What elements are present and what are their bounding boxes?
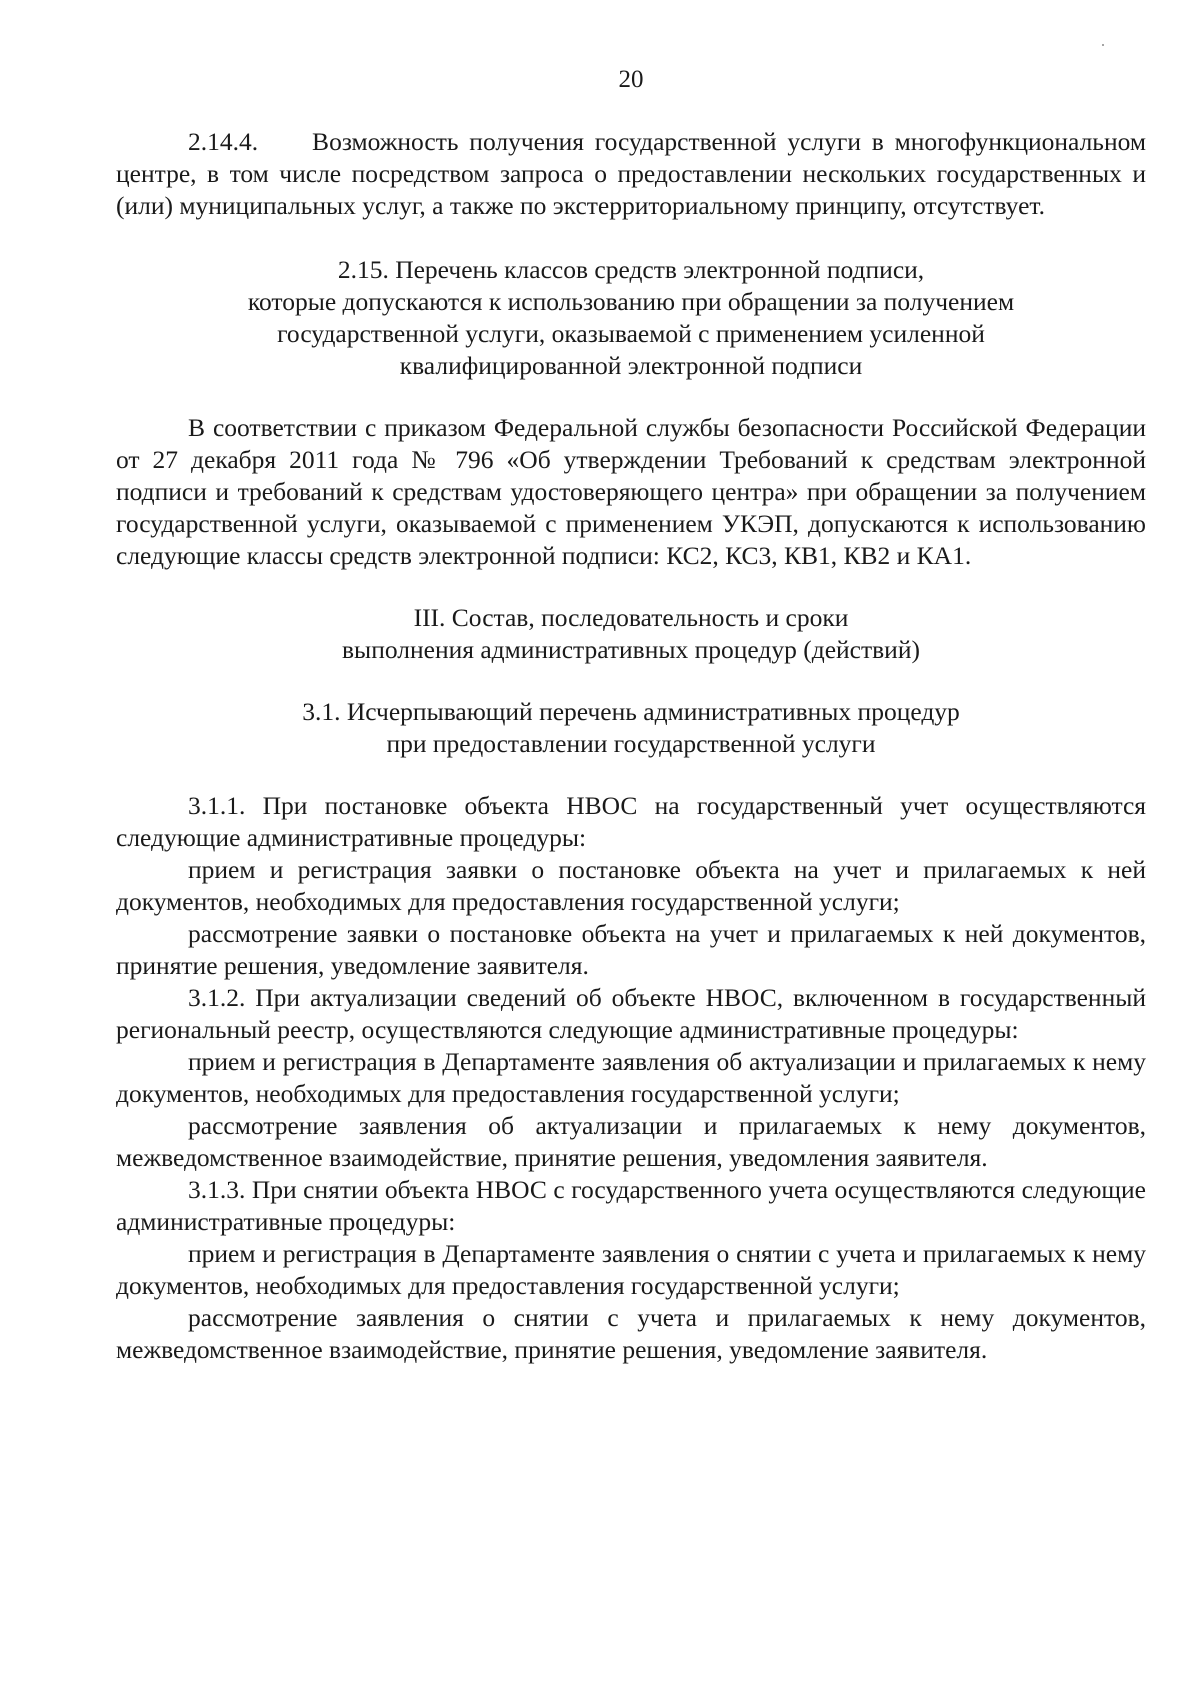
- paragraph-3-1-2: 3.1.2. При актуализации сведений об объекте НВОС, включенном в государственный региональный реестр, осуществляются следующие административные процедуры:: [116, 983, 1146, 1044]
- list-item: рассмотрение заявки о постановке объекта на учет и прилагаемых к ней документов, принятие решения, уведомление заявителя.: [116, 919, 1146, 980]
- heading-line: 3.1. Исчерпывающий перечень административных процедур: [302, 697, 960, 726]
- list-item: прием и регистрация заявки о постановке объекта на учет и прилагаемых к ней документов, необходимых для предоставления государственной услуги;: [116, 855, 1146, 916]
- heading-line: государственной услуги, оказываемой с применением усиленной: [277, 319, 985, 348]
- list-item: рассмотрение заявления о снятии с учета и прилагаемых к нему документов, межведомственное взаимодействие, принятие решения, уведомление заявителя.: [116, 1303, 1146, 1364]
- heading-line: квалифицированной электронной подписи: [399, 351, 863, 380]
- document-body: [116, 126, 1146, 1366]
- heading-line: которые допускаются к использованию при обращении за получением: [247, 287, 1015, 316]
- list-item: прием и регистрация в Департаменте заявления о снятии с учета и прилагаемых к нему документов, необходимых для предоставления государственной услуги;: [116, 1239, 1146, 1300]
- heading-3-1: [116, 696, 1146, 760]
- list-item: рассмотрение заявления об актуализации и прилагаемых к нему документов, межведомственное взаимодействие, принятие решения, уведомления заявителя.: [116, 1111, 1146, 1172]
- heading-2-15: [116, 254, 1146, 382]
- heading-section-iii: [116, 602, 1146, 666]
- heading-line: 2.15. Перечень классов средств электронной подписи,: [337, 255, 925, 284]
- scan-speck: [1102, 44, 1104, 46]
- page-number: 20: [618, 66, 644, 93]
- paragraph-signature-classes: В соответствии с приказом Федеральной службы безопасности Российской Федерации от 27 декабря 2011 года № 796 «Об утверждении Требований к средствам электронной подписи и требований к средствам удостоверяющего центра» при обращении за получением государственной услуги, оказываемой с применением УКЭП, допускаются к использованию следующие классы средств электронной подписи: КС2, КС3, КВ1, КВ2 и КА1.: [116, 413, 1146, 570]
- paragraph-3-1-1: 3.1.1. При постановке объекта НВОС на государственный учет осуществляются следующие административные процедуры:: [116, 791, 1146, 852]
- heading-line: III. Состав, последовательность и сроки: [413, 603, 849, 632]
- heading-line: выполнения административных процедур (действий): [342, 635, 920, 664]
- paragraph-2-14-4: 2.14.4. Возможность получения государственной услуги в многофункциональном центре, в том числе посредством запроса о предоставлении нескольких государственных и (или) муниципальных услуг, а также по экстерриториальному принципу, отсутствует.: [116, 127, 1146, 220]
- list-item: прием и регистрация в Департаменте заявления об актуализации и прилагаемых к нему документов, необходимых для предоставления государственной услуги;: [116, 1047, 1146, 1108]
- heading-line: при предоставлении государственной услуги: [386, 729, 876, 758]
- paragraph-3-1-3: 3.1.3. При снятии объекта НВОС с государственного учета осуществляются следующие административные процедуры:: [116, 1175, 1146, 1236]
